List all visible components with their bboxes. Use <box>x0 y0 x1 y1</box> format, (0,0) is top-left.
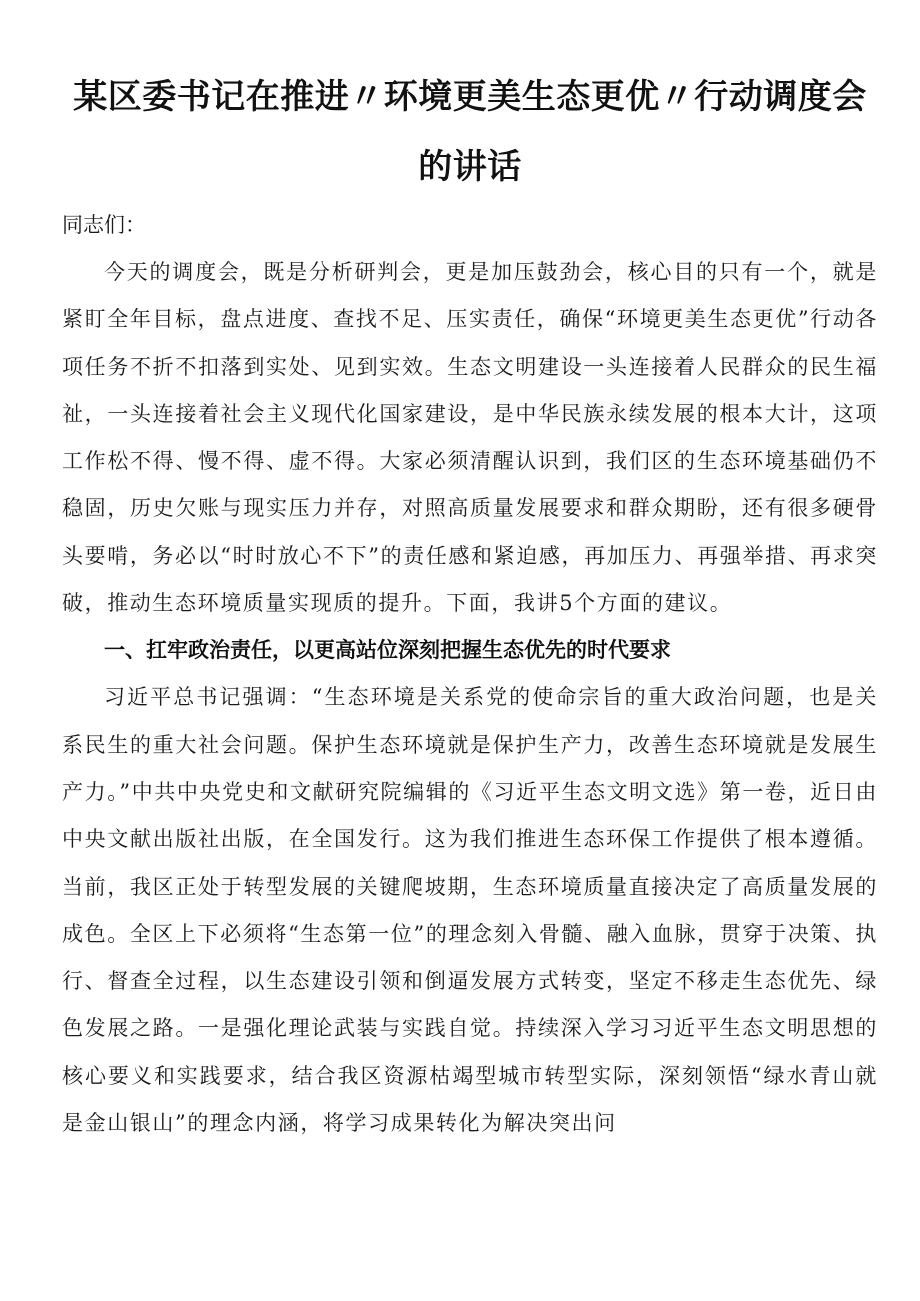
opening-paragraph: 今天的调度会，既是分析研判会，更是加压鼓劲会，核心目的只有一个，就是紧盯全年目标，盘点进度、查找不足、压实责任，确保“环境更美生态更优”行动各项任务不折不扣落到实处、见到实效。生态文明建设一头连接着人民群众的民生福祉，一头连接着社会主义现代化国家建设，是中华民族永续发展的根本大计，这项工作松不得、慢不得、虚不得。大家必须清醒认识到，我们区的生态环境基础仍不稳固，历史欠账与现实压力并存，对照高质量发展要求和群众期盼，还有很多硬骨头要啃，务必以“时时放心不下”的责任感和紧迫感，再加压力、再强举措、再求突破，推动生态环境质量实现质的提升。下面，我讲5个方面的建议。 <box>62 260 878 616</box>
document-title: 某区委书记在推进〃环境更美生态更优〃行动调度会的讲话 <box>73 77 867 187</box>
section-paragraph-1: 习近平总书记强调：“生态环境是关系党的使命宗旨的重大政治问题，也是关系民生的重大社会问题。保护生态环境就是保护生产力，改善生态环境就是发展生产力。”中共中央党史和文献研究院编辑的《习近平生态文明文选》第一卷，近日由中央文献出版社出版，在全国发行。这为我们推进生态环保工作提供了根本遵循。当前，我区正处于转型发展的关键爬坡期，生态环境质量直接决定了高质量发展的成色。全区上下必须将“生态第一位”的理念刻入骨髓、融入血脉，贯穿于决策、执行、督查全过程，以生态建设引领和倒逼发展方式转变，坚定不移走生态优先、绿色发展之路。一是强化理论武装与实践自觉。持续深入学习习近平生态文明思想的核心要义和实践要求，结合我区资源枯竭型城市转型实际，深刻领悟“绿水青山就是金山银山”的理念内涵，将学习成果转化为解决突出问 <box>62 685 878 1136</box>
salutation: 同志们： <box>62 213 146 237</box>
section-heading-1: 一、扛牢政治责任，以更高站位深刻把握生态优先的时代要求 <box>104 638 671 663</box>
